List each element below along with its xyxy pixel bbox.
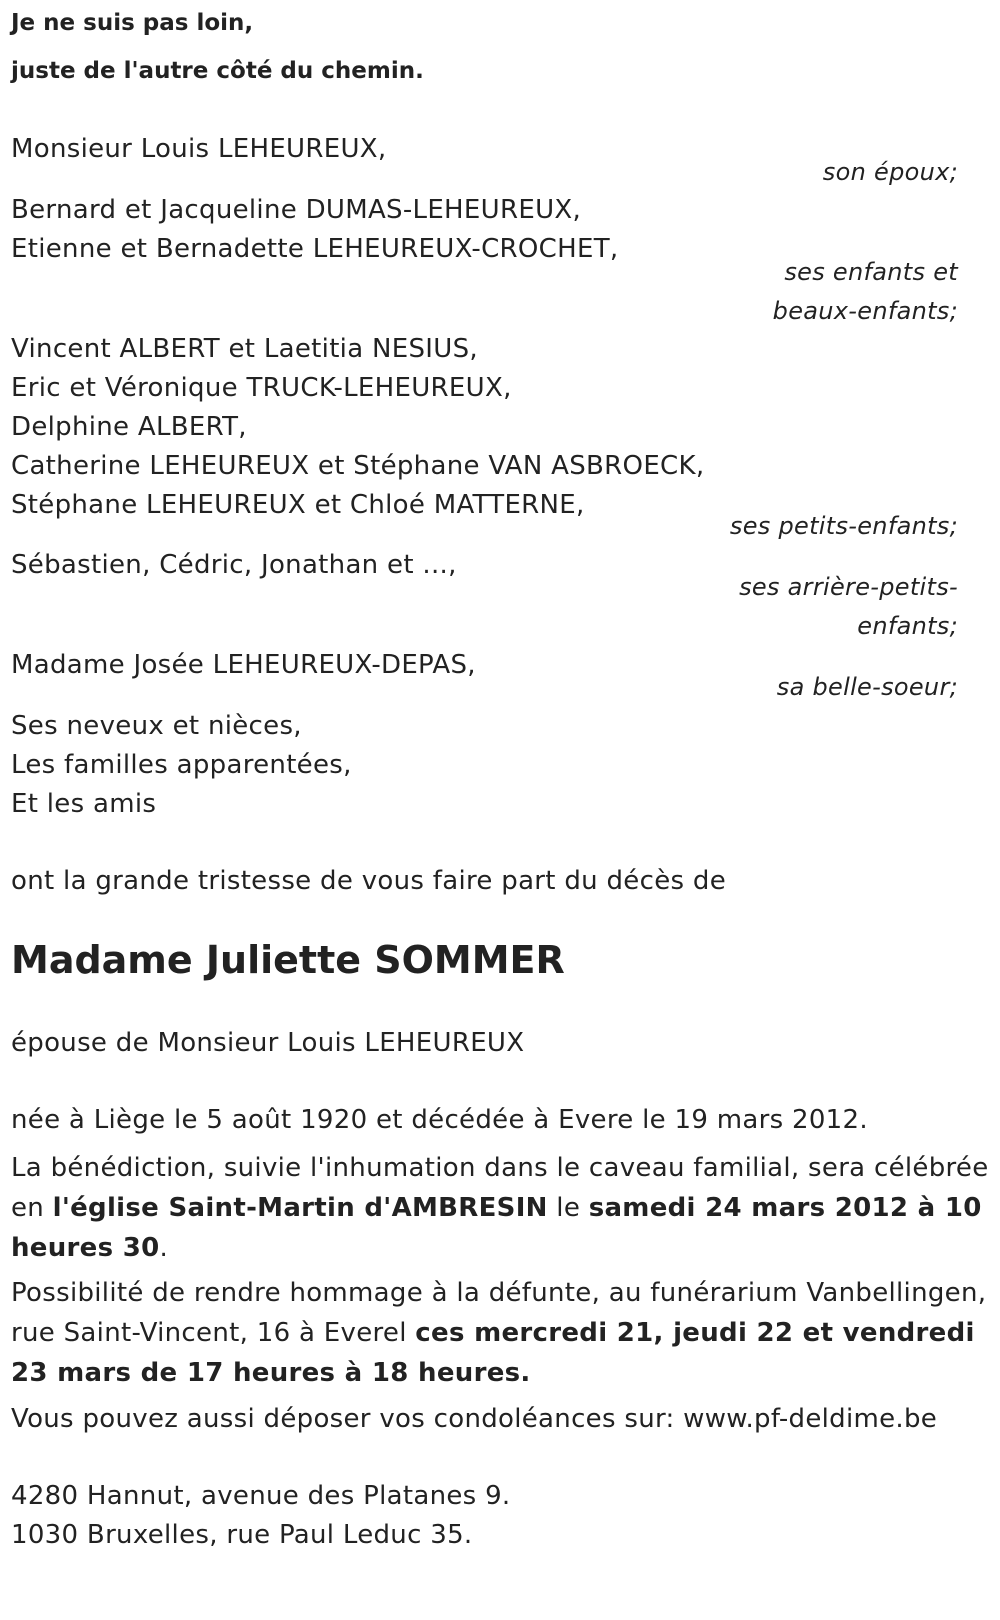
sister-in-law-role: sa belle-soeur; [776,673,958,701]
husband-name: Monsieur Louis LEHEUREUX, [11,134,387,164]
visitation-intro: Possibilité de rendre hommage à la défunte, au funérarium Vanbellingen, rue Saint-Vincent, 16 à Everel [11,1278,987,1348]
child-name: Bernard et Jacqueline DUMAS-LEHEUREUX, [11,195,582,225]
address-line: 4280 Hannut, avenue des Platanes 9. [11,1481,511,1511]
ceremony-datetime: samedi 24 mars 2012 à 10 heures 30 [11,1193,982,1263]
ceremony-connector: le [547,1193,589,1223]
grandchild-name: Stéphane LEHEUREUX et Chloé MATTERNE, [11,490,585,520]
husband-role: son époux; [822,158,958,186]
great-grandchildren-role-line-1: ses arrière-petits- [739,573,958,601]
children-role-line-2: beaux-enfants; [772,297,958,325]
grandchild-name: Delphine ALBERT, [11,412,247,442]
quote-line-2: juste de l'autre côté du chemin. [11,58,424,84]
grandchild-name: Eric et Véronique TRUCK-LEHEUREUX, [11,373,512,403]
grandchild-name: Catherine LEHEUREUX et Stéphane VAN ASBROECK, [11,451,705,481]
sister-in-law-name: Madame Josée LEHEUREUX-DEPAS, [11,650,476,680]
visitation-paragraph [11,1273,996,1393]
condolences-text: Vous pouvez aussi déposer vos condoléances sur: www.pf-deldime.be [11,1404,938,1434]
others-line: Les familles apparentées, [11,750,352,780]
child-name: Etienne et Bernadette LEHEUREUX-CROCHET, [11,234,619,264]
others-line: Et les amis [11,789,157,819]
great-grandchildren-names: Sébastien, Cédric, Jonathan et ..., [11,550,457,580]
address-line: 1030 Bruxelles, rue Paul Leduc 35. [11,1520,473,1550]
grandchild-name: Vincent ALBERT et Laetitia NESIUS, [11,334,478,364]
deceased-name: Madame Juliette SOMMER [11,938,565,982]
visitation-datetime: ces mercredi 21, jeudi 22 et vendredi 23 mars de 17 heures à 18 heures. [11,1318,975,1388]
ceremony-intro: La bénédiction, suivie l'inhumation dans le caveau familial, sera célébrée en [11,1153,989,1223]
deceased-spouse: épouse de Monsieur Louis LEHEUREUX [11,1028,525,1058]
ceremony-paragraph [11,1148,996,1268]
quote-line-1: Je ne suis pas loin, [11,10,254,36]
grandchildren-role: ses petits-enfants; [729,512,958,540]
children-role-line-1: ses enfants et [784,258,958,286]
ceremony-end: . [159,1233,169,1263]
ceremony-place: l'église Saint-Martin d'AMBRESIN [52,1193,548,1223]
others-line: Ses neveux et nièces, [11,711,302,741]
great-grandchildren-role-line-2: enfants; [857,612,958,640]
deceased-dates: née à Liège le 5 août 1920 et décédée à Evere le 19 mars 2012. [11,1105,868,1135]
announcement-text: ont la grande tristesse de vous faire part du décès de [11,866,727,896]
